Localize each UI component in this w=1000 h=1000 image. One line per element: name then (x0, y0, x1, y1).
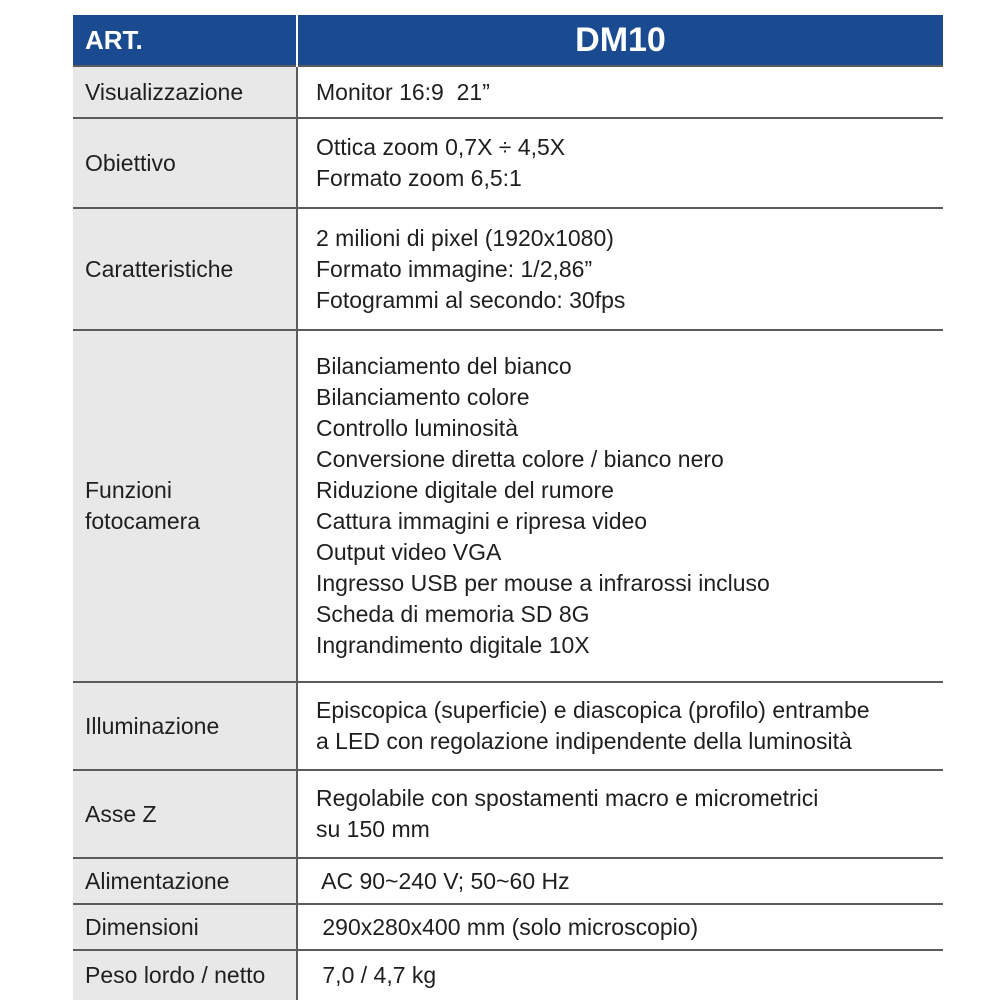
spec-row (73, 904, 943, 950)
spec-row (73, 208, 943, 330)
spec-value-line: Regolabile con spostamenti macro e micrometrici (316, 785, 819, 811)
spec-value-line: Formato immagine: 1/2,86” (316, 255, 593, 282)
spec-label-line: fotocamera (85, 508, 201, 534)
spec-body (73, 66, 943, 1000)
spec-label (73, 330, 297, 682)
spec-value (297, 682, 943, 770)
spec-label (73, 208, 297, 330)
spec-value (297, 118, 943, 208)
spec-value-line: Conversione diretta colore / bianco nero (316, 446, 724, 472)
spec-value (297, 904, 943, 950)
spec-value-line: Scheda di memoria SD 8G (316, 601, 590, 627)
spec-value-line: Ingresso USB per mouse a infrarossi incluso (316, 570, 770, 596)
spec-row (73, 950, 943, 1000)
spec-value-line: Output video VGA (316, 539, 502, 565)
header-row (73, 15, 943, 66)
header-model-name: DM10 (297, 15, 943, 66)
spec-value-line: Controllo luminosità (316, 415, 518, 441)
spec-label-line: Caratteristiche (85, 255, 234, 282)
spec-label (73, 682, 297, 770)
spec-row (73, 858, 943, 904)
spec-label-line: Obiettivo (85, 149, 176, 176)
spec-value-line: Monitor 16:9 21” (316, 78, 490, 105)
spec-value-line: Fotogrammi al secondo: 30fps (316, 286, 626, 313)
spec-label (73, 950, 297, 1000)
spec-value (297, 770, 943, 858)
header-art-label: ART. (73, 15, 297, 66)
spec-label-line: Dimensioni (85, 913, 199, 940)
spec-value-line: Bilanciamento del bianco (316, 353, 572, 379)
spec-value-line: Ottica zoom 0,7X ÷ 4,5X (316, 134, 566, 160)
spec-label-line: Asse Z (85, 800, 157, 827)
spec-row (73, 682, 943, 770)
spec-row (73, 770, 943, 858)
spec-value (297, 66, 943, 118)
spec-label (73, 66, 297, 118)
spec-label (73, 858, 297, 904)
spec-value-line: Cattura immagini e ripresa video (316, 508, 648, 534)
spec-value-line: a LED con regolazione indipendente della luminosità (316, 728, 852, 754)
spec-value-line: 290x280x400 mm (solo microscopio) (316, 913, 699, 940)
spec-label-line: Peso lordo / netto (85, 962, 266, 988)
spec-value-line: Ingrandimento digitale 10X (316, 632, 590, 658)
spec-value (297, 950, 943, 1000)
spec-row (73, 118, 943, 208)
spec-value (297, 208, 943, 330)
spec-value (297, 330, 943, 682)
spec-row (73, 330, 943, 682)
spec-label (73, 118, 297, 208)
spec-label (73, 904, 297, 950)
spec-value-line: Bilanciamento colore (316, 384, 530, 410)
spec-value-line: 2 milioni di pixel (1920x1080) (316, 224, 614, 251)
spec-label-line: Funzioni (85, 477, 172, 503)
spec-value-line: su 150 mm (316, 816, 430, 842)
spec-label-line: Illuminazione (85, 712, 220, 739)
spec-label-line: Alimentazione (85, 867, 230, 894)
spec-label (73, 770, 297, 858)
spec-value-line: 7,0 / 4,7 kg (316, 962, 437, 988)
spec-label-line: Visualizzazione (85, 78, 244, 105)
spec-row (73, 66, 943, 118)
spec-value-line: Formato zoom 6,5:1 (316, 165, 522, 191)
spec-value-line: AC 90~240 V; 50~60 Hz (316, 867, 570, 894)
spec-value-line: Episcopica (superficie) e diascopica (profilo) entrambe (316, 697, 870, 723)
spec-value-line: Riduzione digitale del rumore (316, 477, 614, 503)
spec-value (297, 858, 943, 904)
spec-table (73, 15, 943, 1000)
